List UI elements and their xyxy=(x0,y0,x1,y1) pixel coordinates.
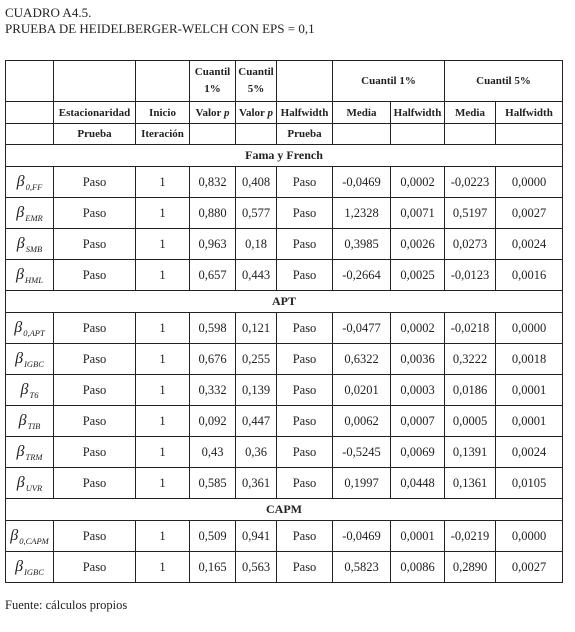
beta-subscript: HML xyxy=(25,274,43,285)
table-row xyxy=(6,167,563,198)
cell-halfwidth-1: 0,0003 xyxy=(391,375,445,406)
cell-valor-p-1: 0,585 xyxy=(190,468,236,499)
beta-symbol: β xyxy=(16,203,25,221)
cell-halfwidth-5: 0,0027 xyxy=(496,198,563,229)
cell-halfwidth-1: 0,0002 xyxy=(391,313,445,344)
cell-valor-p-1: 0,092 xyxy=(190,406,236,437)
header-estacionaridad: Estacionaridad xyxy=(54,102,136,124)
header-valor-p-5: Valor p xyxy=(236,102,277,124)
cell-valor-p-5: 0,443 xyxy=(236,260,277,291)
cell-halfwidth-5: 0,0024 xyxy=(496,437,563,468)
cell-valor-p-1: 0,832 xyxy=(190,167,236,198)
header-halfwidth: Halfwidth xyxy=(277,102,333,124)
header-prueba-halfwidth: Prueba xyxy=(277,124,333,145)
header-media-1: Media xyxy=(333,102,391,124)
header-group-cuantil-1: Cuantil 1% xyxy=(333,61,445,102)
cell-halfwidth-5: 0,0018 xyxy=(496,344,563,375)
cell-media-1: -0,2664 xyxy=(333,260,391,291)
section-title: Fama y French xyxy=(6,145,563,167)
beta-symbol: β xyxy=(14,318,23,336)
cell-media-5: -0,0218 xyxy=(445,313,496,344)
parameter-cell xyxy=(6,260,54,291)
cell-halfwidth-1: 0,0036 xyxy=(391,344,445,375)
cell-media-1: 0,5823 xyxy=(333,552,391,583)
beta-symbol: β xyxy=(20,380,29,398)
cell-halfwidth-5: 0,0001 xyxy=(496,406,563,437)
cell-halfwidth-prueba: Paso xyxy=(277,468,333,499)
cell-halfwidth-prueba: Paso xyxy=(277,260,333,291)
cell-valor-p-5: 0,18 xyxy=(236,229,277,260)
cell-halfwidth-5: 0,0000 xyxy=(496,167,563,198)
cell-valor-p-1: 0,598 xyxy=(190,313,236,344)
cell-valor-p-1: 0,676 xyxy=(190,344,236,375)
cell-valor-p-5: 0,408 xyxy=(236,167,277,198)
cell-media-5: 0,3222 xyxy=(445,344,496,375)
cell-media-1: 1,2328 xyxy=(333,198,391,229)
cell-halfwidth-1: 0,0001 xyxy=(391,521,445,552)
cell-estacionaridad: Paso xyxy=(54,313,136,344)
cell-inicio: 1 xyxy=(136,375,190,406)
cell-inicio: 1 xyxy=(136,468,190,499)
cell-media-5: 0,0273 xyxy=(445,229,496,260)
cell-estacionaridad: Paso xyxy=(54,552,136,583)
table-row xyxy=(6,552,563,583)
cell-inicio: 1 xyxy=(136,437,190,468)
cell-halfwidth-5: 0,0105 xyxy=(496,468,563,499)
cell-valor-p-1: 0,165 xyxy=(190,552,236,583)
section-row xyxy=(6,291,563,313)
cell-media-5: 0,0005 xyxy=(445,406,496,437)
header-inicio: Inicio xyxy=(136,102,190,124)
cell-valor-p-5: 0,139 xyxy=(236,375,277,406)
table-header xyxy=(6,61,563,145)
header-valor-p-1: Valor p xyxy=(190,102,236,124)
cell-valor-p-5: 0,36 xyxy=(236,437,277,468)
header-media-5: Media xyxy=(445,102,496,124)
cell-estacionaridad: Paso xyxy=(54,406,136,437)
header-halfwidth-1: Halfwidth xyxy=(391,102,445,124)
cell-halfwidth-prueba: Paso xyxy=(277,229,333,260)
cell-media-1: -0,5245 xyxy=(333,437,391,468)
parameter-cell xyxy=(6,229,54,260)
parameter-cell xyxy=(6,375,54,406)
cell-valor-p-5: 0,941 xyxy=(236,521,277,552)
cell-media-5: -0,0219 xyxy=(445,521,496,552)
cell-media-5: 0,0186 xyxy=(445,375,496,406)
cell-estacionaridad: Paso xyxy=(54,198,136,229)
table-body xyxy=(6,145,563,583)
parameter-cell xyxy=(6,468,54,499)
beta-subscript: T6 xyxy=(29,389,39,400)
cell-estacionaridad: Paso xyxy=(54,260,136,291)
results-table xyxy=(5,60,563,583)
beta-subscript: UVR xyxy=(25,482,43,493)
table-row xyxy=(6,437,563,468)
beta-symbol: β xyxy=(16,442,25,460)
cell-inicio: 1 xyxy=(136,344,190,375)
cell-valor-p-1: 0,43 xyxy=(190,437,236,468)
cell-valor-p-1: 0,880 xyxy=(190,198,236,229)
cell-media-1: 0,3985 xyxy=(333,229,391,260)
cell-media-5: -0,0223 xyxy=(445,167,496,198)
cell-halfwidth-1: 0,0025 xyxy=(391,260,445,291)
cell-estacionaridad: Paso xyxy=(54,437,136,468)
table-row xyxy=(6,344,563,375)
beta-symbol: β xyxy=(16,473,25,491)
beta-subscript: IGBC xyxy=(24,358,44,369)
cell-inicio: 1 xyxy=(136,167,190,198)
cell-inicio: 1 xyxy=(136,260,190,291)
header-group-cuantil-5: Cuantil 5% xyxy=(445,61,563,102)
cell-estacionaridad: Paso xyxy=(54,344,136,375)
parameter-cell xyxy=(6,406,54,437)
header-halfwidth-5: Halfwidth xyxy=(496,102,563,124)
cell-valor-p-5: 0,563 xyxy=(236,552,277,583)
table-row xyxy=(6,313,563,344)
source-note: Fuente: cálculos propios xyxy=(5,598,128,612)
cell-halfwidth-1: 0,0071 xyxy=(391,198,445,229)
cell-halfwidth-1: 0,0069 xyxy=(391,437,445,468)
beta-subscript: IGBC xyxy=(24,566,44,577)
cell-halfwidth-prueba: Paso xyxy=(277,406,333,437)
cell-halfwidth-1: 0,0007 xyxy=(391,406,445,437)
cell-inicio: 1 xyxy=(136,313,190,344)
cell-halfwidth-1: 0,0448 xyxy=(391,468,445,499)
table-row xyxy=(6,260,563,291)
header-iteracion: Iteración xyxy=(136,124,190,145)
parameter-cell xyxy=(6,313,54,344)
beta-subscript: EMR xyxy=(25,212,43,223)
cell-media-1: 0,0201 xyxy=(333,375,391,406)
cell-halfwidth-5: 0,0016 xyxy=(496,260,563,291)
cell-valor-p-5: 0,121 xyxy=(236,313,277,344)
beta-symbol: β xyxy=(16,172,25,190)
cell-media-1: -0,0469 xyxy=(333,167,391,198)
cell-valor-p-5: 0,255 xyxy=(236,344,277,375)
beta-subscript: 0,CAPM xyxy=(19,535,49,546)
table-number: CUADRO A4.5. xyxy=(5,5,92,20)
cell-media-1: -0,0477 xyxy=(333,313,391,344)
beta-symbol: β xyxy=(15,349,24,367)
beta-subscript: SMB xyxy=(25,243,43,254)
cell-halfwidth-5: 0,0000 xyxy=(496,521,563,552)
parameter-cell xyxy=(6,198,54,229)
beta-symbol: β xyxy=(10,526,19,544)
cell-media-1: 0,0062 xyxy=(333,406,391,437)
cell-halfwidth-5: 0,0024 xyxy=(496,229,563,260)
cell-halfwidth-prueba: Paso xyxy=(277,344,333,375)
parameter-cell xyxy=(6,167,54,198)
table-row xyxy=(6,198,563,229)
beta-symbol: β xyxy=(15,557,24,575)
cell-halfwidth-1: 0,0026 xyxy=(391,229,445,260)
cell-valor-p-5: 0,361 xyxy=(236,468,277,499)
beta-symbol: β xyxy=(18,411,27,429)
cell-estacionaridad: Paso xyxy=(54,468,136,499)
beta-symbol: β xyxy=(16,265,24,283)
cell-valor-p-1: 0,332 xyxy=(190,375,236,406)
cell-inicio: 1 xyxy=(136,198,190,229)
cell-estacionaridad: Paso xyxy=(54,521,136,552)
cell-valor-p-5: 0,447 xyxy=(236,406,277,437)
cell-media-5: 0,1391 xyxy=(445,437,496,468)
table-title: PRUEBA DE HEIDELBERGER-WELCH CON EPS = 0,1 xyxy=(5,21,315,36)
beta-subscript: 0,APT xyxy=(23,327,45,338)
cell-halfwidth-prueba: Paso xyxy=(277,198,333,229)
cell-halfwidth-5: 0,0027 xyxy=(496,552,563,583)
table-row xyxy=(6,521,563,552)
cell-estacionaridad: Paso xyxy=(54,167,136,198)
table-row xyxy=(6,406,563,437)
cell-halfwidth-prueba: Paso xyxy=(277,313,333,344)
section-title: APT xyxy=(6,291,563,313)
beta-subscript: 0,FF xyxy=(25,181,43,192)
cell-halfwidth-5: 0,0001 xyxy=(496,375,563,406)
cell-valor-p-5: 0,577 xyxy=(236,198,277,229)
header-prueba: Prueba xyxy=(54,124,136,145)
table-row xyxy=(6,468,563,499)
cell-halfwidth-prueba: Paso xyxy=(277,375,333,406)
cell-media-5: 0,5197 xyxy=(445,198,496,229)
cell-inicio: 1 xyxy=(136,406,190,437)
parameter-cell xyxy=(6,521,54,552)
parameter-cell xyxy=(6,552,54,583)
cell-media-1: -0,0469 xyxy=(333,521,391,552)
cell-inicio: 1 xyxy=(136,521,190,552)
cell-halfwidth-prueba: Paso xyxy=(277,552,333,583)
cell-media-5: 0,1361 xyxy=(445,468,496,499)
cell-media-5: -0,0123 xyxy=(445,260,496,291)
section-title: CAPM xyxy=(6,499,563,521)
cell-media-1: 0,1997 xyxy=(333,468,391,499)
cell-inicio: 1 xyxy=(136,552,190,583)
cell-estacionaridad: Paso xyxy=(54,375,136,406)
section-row xyxy=(6,145,563,167)
beta-subscript: TRM xyxy=(25,451,43,462)
section-row xyxy=(6,499,563,521)
beta-subscript: TIB xyxy=(27,420,41,431)
table-caption xyxy=(5,5,315,37)
cell-media-5: 0,2890 xyxy=(445,552,496,583)
table-row xyxy=(6,229,563,260)
cell-halfwidth-prueba: Paso xyxy=(277,167,333,198)
parameter-cell xyxy=(6,344,54,375)
cell-halfwidth-prueba: Paso xyxy=(277,437,333,468)
cell-valor-p-1: 0,509 xyxy=(190,521,236,552)
cell-halfwidth-5: 0,0000 xyxy=(496,313,563,344)
beta-symbol: β xyxy=(16,234,25,252)
cell-valor-p-1: 0,657 xyxy=(190,260,236,291)
cell-halfwidth-1: 0,0002 xyxy=(391,167,445,198)
header-cuantil-1: Cuantil 1% xyxy=(190,61,236,102)
parameter-cell xyxy=(6,437,54,468)
cell-media-1: 0,6322 xyxy=(333,344,391,375)
cell-valor-p-1: 0,963 xyxy=(190,229,236,260)
cell-estacionaridad: Paso xyxy=(54,229,136,260)
header-cuantil-5: Cuantil 5% xyxy=(236,61,277,102)
cell-inicio: 1 xyxy=(136,229,190,260)
table-row xyxy=(6,375,563,406)
cell-halfwidth-1: 0,0086 xyxy=(391,552,445,583)
cell-halfwidth-prueba: Paso xyxy=(277,521,333,552)
